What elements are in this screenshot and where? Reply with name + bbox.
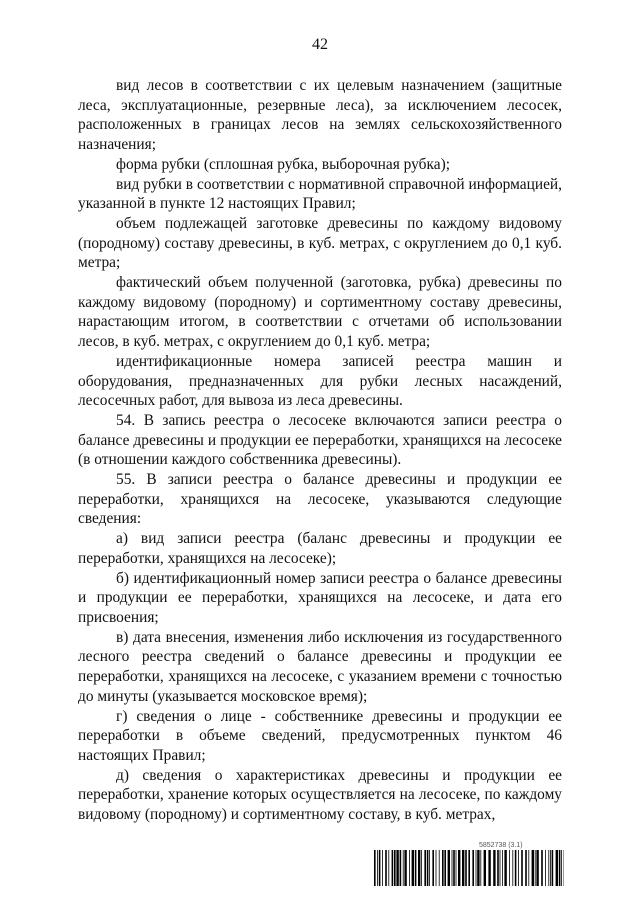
- document-code: 5852738 (3.1): [479, 842, 523, 849]
- paragraph-item-b: б) идентификационный номер записи реестра о балансе древесины и продукции ее переработки, хранящихся на лесосеке, и дата его присвоения;: [78, 569, 562, 626]
- paragraph-54: 54. В запись реестра о лесосеке включаются записи реестра о балансе древесины и продукции ее переработки, хранящихся на лесосеке (в отношении каждого собственника древесины).: [78, 411, 562, 469]
- body-text: [78, 76, 562, 825]
- barcode-image: [374, 850, 564, 886]
- paragraph-55: 55. В записи реестра о балансе древесины и продукции ее переработки, хранящихся на лесосеке, указываются следующие сведения:: [78, 471, 562, 528]
- paragraph: форма рубки (сплошная рубка, выборочная рубка);: [116, 155, 450, 173]
- paragraph-item-d: д) сведения о характеристиках древесины и продукции ее переработки, хранение которых осуществляется на лесосеке, по каждому видовому (породному) и сортиментному составу, в куб. метрах,: [78, 766, 562, 824]
- paragraph-item-a: а) вид записи реестра (баланс древесины и продукции ее переработки, хранящихся на лесосеке);: [78, 530, 562, 567]
- paragraph: фактический объем полученной (заготовка, рубка) древесины по каждому видовому (породному) и сортиментному составу древесины, нарастающим итогом, в соответствии с отчетами об использовании лесов, в куб. метрах, с округлением до 0,1 куб. метра;: [78, 274, 562, 351]
- paragraph: вид лесов в соответствии с их целевым назначением (защитные леса, эксплуатационные, резервные леса), за исключением лесосек, расположенных в границах лесов на землях сельскохозяйственного назначения;: [78, 77, 562, 154]
- page-number: 42: [312, 36, 328, 53]
- paragraph: идентификационные номера записей реестра машин и оборудования, предназначенных для рубки лесных насаждений, лесосечных работ, для вывоза из леса древесины.: [78, 352, 562, 410]
- paragraph-item-v: в) дата внесения, изменения либо исключения из государственного лесного реестра сведений о балансе древесины и продукции ее переработки, хранящихся на лесосеке, с указанием времени с точностью до минуты (указывается московское время);: [78, 628, 562, 705]
- paragraph-item-g: г) сведения о лице - собственнике древесины и продукции ее переработки в объеме сведений, предусмотренных пунктом 46 настоящих Правил;: [78, 707, 562, 764]
- paragraph: вид рубки в соответствии с нормативной справочной информацией, указанной в пункте 12 настоящих Правил;: [78, 175, 562, 213]
- paragraph: объем подлежащей заготовке древесины по каждому видовому (породному) составу древесины, в куб. метрах, с округлением до 0,1 куб. метра;: [78, 214, 562, 272]
